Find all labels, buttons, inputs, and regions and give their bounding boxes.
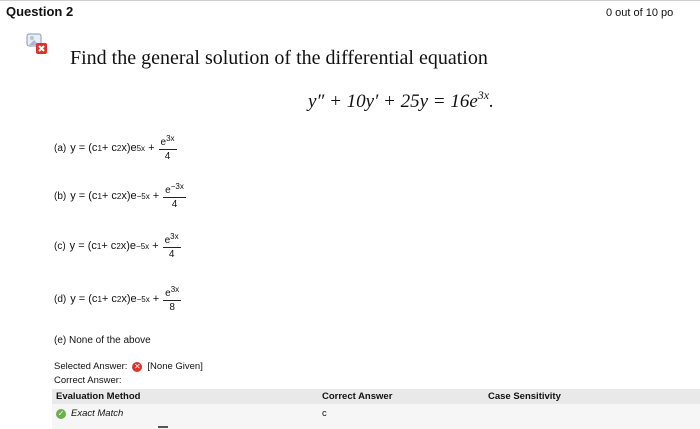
scroll-indicator: [158, 426, 168, 428]
answer-evaluation-table: [52, 389, 700, 429]
choice-c: [54, 232, 181, 260]
selected-answer-label: Selected Answer:: [54, 361, 128, 372]
correct-answer-label: Correct Answer:: [54, 375, 122, 386]
choice-expression: y = (c 1 + c 2 x)e −5x + $\frac{e^{3x}}{4}$: [69, 232, 179, 260]
header-evaluation-method: Evaluation Method: [56, 391, 141, 402]
selected-answer: [54, 361, 203, 372]
fraction: $\frac{e^{3x}}{4}$: [160, 134, 175, 162]
differential-equation: $y'' + 10y' + 25y = 16e^{3x}$.: [308, 88, 494, 112]
selected-answer-value: [None Given]: [147, 361, 203, 372]
choice-label: (b): [54, 190, 67, 202]
evaluation-method-cell: ✓ Exact Match: [57, 408, 124, 419]
top-divider: [0, 0, 700, 1]
choice-e: (e) None of the above: [54, 335, 151, 346]
choice-b: [54, 182, 186, 210]
incorrect-question-icon: [26, 33, 48, 55]
choice-d: [54, 285, 181, 313]
choice-expression: y = (c 1 + c 2 x)e −5x + $\frac{e^{-3x}}{4}$: [70, 182, 184, 210]
check-circle-icon: ✓: [57, 408, 65, 418]
choice-label: (c): [54, 240, 66, 252]
score-text: 0 out of 10 po: [606, 7, 674, 19]
choice-expression: y = (c 1 + c 2 x)e −5x + $\frac{e^{3x}}{8}$: [70, 285, 180, 313]
question-prompt: Find the general solution of the differential equation: [70, 47, 488, 69]
header-case-sensitivity: Case Sensitivity: [488, 391, 561, 402]
choice-a: [54, 134, 177, 162]
x-circle-icon: ✕: [134, 361, 141, 371]
fraction: $\frac{e^{3x}}{8}$: [165, 285, 180, 313]
choice-label: (d): [54, 293, 67, 305]
choice-expression: y = (c 1 + c 2 x)e 5x + $\frac{e^{3x}}{4}$: [70, 134, 175, 162]
table-header: [52, 389, 700, 404]
fraction: $\frac{e^{3x}}{4}$: [164, 232, 179, 260]
table-row: [52, 404, 700, 429]
question-title: Question 2: [6, 4, 74, 19]
correct-answer-cell: c: [322, 408, 327, 419]
fraction: $\frac{e^{-3x}}{4}$: [165, 182, 184, 210]
header-correct-answer: Correct Answer: [322, 391, 393, 402]
choice-label: (a): [54, 142, 67, 154]
